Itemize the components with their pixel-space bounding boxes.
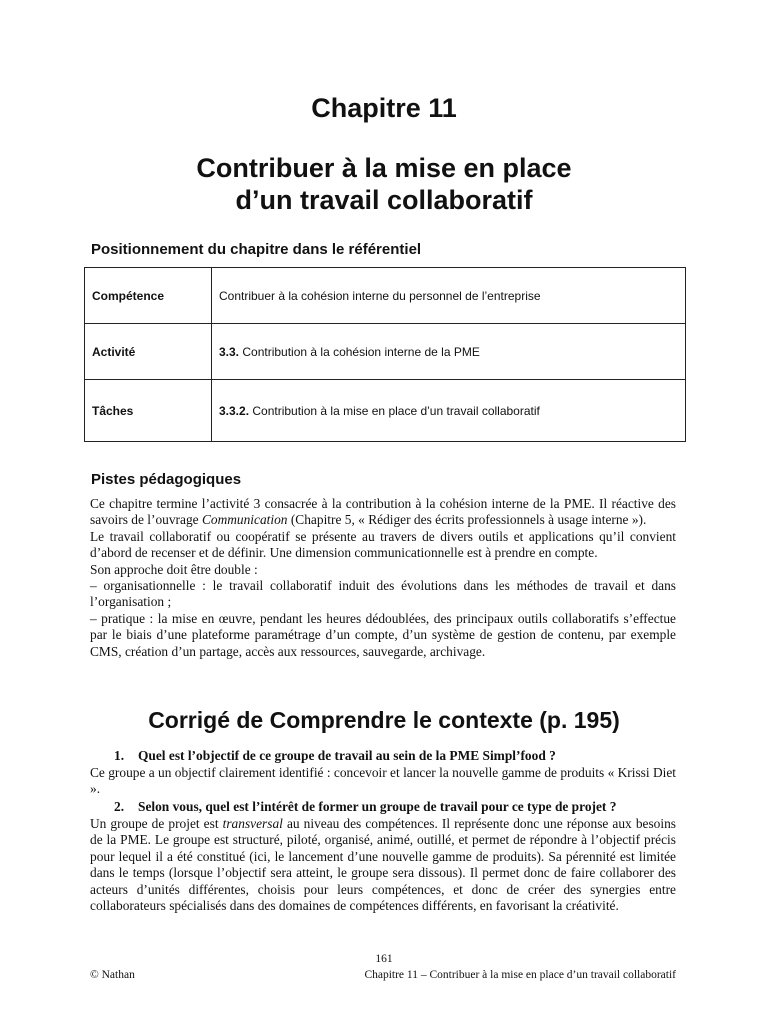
row-code: 3.3.2. (219, 403, 250, 418)
row-value (212, 380, 686, 442)
chapter-number-title: Chapitre 11 (311, 93, 457, 123)
paragraph (90, 816, 676, 914)
referentiel-table (84, 267, 686, 442)
paragraph-text: (Chapitre 5, « Rédiger des écrits professionnels à usage interne »). (287, 512, 647, 528)
paragraph: Le travail collaboratif ou coopératif se présente au travers de divers outils et applications qu’il convient d’abord de recenser et de définir. Une dimension communicationnelle est à prendre en compte. (90, 528, 676, 561)
table-row (85, 380, 686, 442)
corrige-heading: Corrigé de Comprendre le contexte (p. 195) (148, 707, 620, 733)
question-number: 1. (114, 748, 125, 763)
question-number: 2. (114, 799, 125, 814)
chapter-title (0, 152, 768, 216)
positionnement-heading: Positionnement du chapitre dans le référentiel (91, 241, 422, 258)
footer-chapter: Chapitre 11 – Contribuer à la mise en place d’un travail collaboratif (364, 969, 676, 981)
row-value-text: Contribuer à la cohésion interne du personnel de l’entreprise (219, 288, 541, 303)
answer-1 (90, 765, 676, 798)
row-value (212, 324, 686, 380)
question-1 (114, 748, 674, 764)
chapter-title-line-2: d’un travail collaboratif (235, 185, 533, 215)
table-row (85, 324, 686, 380)
row-value (212, 268, 686, 324)
row-value-text: Contribution à la cohésion interne de la PME (239, 344, 480, 359)
paragraph-text: Ce chapitre termine l’activité 3 consacrée à la contribution à la cohésion interne de la PME. Il réactive des savoirs de l’ouvrage (90, 496, 676, 528)
row-code: 3.3. (219, 344, 240, 359)
question-text: Quel est l’objectif de ce groupe de travail au sein de la PME Simpl’food ? (138, 748, 556, 763)
row-key: Compétence (85, 268, 212, 324)
page-number: 161 (375, 953, 393, 965)
question-2 (114, 799, 674, 815)
paragraph-text: au niveau des compétences. Il représente donc une réponse aux besoins de la PME. Le groupe est structuré, piloté, organisé, animé, outillé, et permet de répondre à l’objectif précis pour lequel il a été constitué (ici, le lancement d’une nouvelle gamme de produits). Sa pérennité est limitée dans le temps (lorsque l’objectif sera atteint, le groupe sera dissous). Il permet donc de faire collaborer des acteurs d’unités différentes, choisis pour leurs compétences, et donc de créer des synergies entre collaborateurs spécialisés dans des domaines de compétences différents, en favorisant la créativité. (90, 816, 676, 914)
answer-2 (90, 816, 676, 914)
pistes-body (90, 496, 676, 660)
row-key: Tâches (85, 380, 212, 442)
table-row (85, 268, 686, 324)
footer-publisher: © Nathan (90, 969, 135, 981)
paragraph: – organisationnelle : le travail collaboratif induit des évolutions dans les méthodes de travail et dans l’organisation ; (90, 578, 676, 610)
paragraph: Son approche doit être double : (90, 561, 258, 577)
paragraph: – pratique : la mise en œuvre, pendant les heures dédoublées, des principaux outils collaboratifs s’effectue par le biais d’une plateforme paramétrage d’un compte, d’un système de gestion de contenu, par exemple CMS, création d’un partage, accès aux ressources, sauvegarde, archivage. (90, 610, 676, 659)
row-value-text: Contribution à la mise en place d’un travail collaboratif (249, 403, 540, 418)
pistes-heading: Pistes pédagogiques (91, 471, 242, 488)
row-key: Activité (85, 324, 212, 380)
paragraph: Ce groupe a un objectif clairement identifié : concevoir et lancer la nouvelle gamme de produits « Krissi Diet ». (90, 765, 677, 797)
chapter-title-line-1: Contribuer à la mise en place (196, 153, 572, 183)
paragraph-italic: Communication (201, 512, 288, 528)
paragraph (90, 496, 676, 529)
question-text: Selon vous, quel est l’intérêt de former un groupe de travail pour ce type de projet ? (138, 799, 617, 814)
paragraph-text: Un groupe de projet est (90, 816, 223, 831)
paragraph-italic: transversal (222, 816, 283, 831)
